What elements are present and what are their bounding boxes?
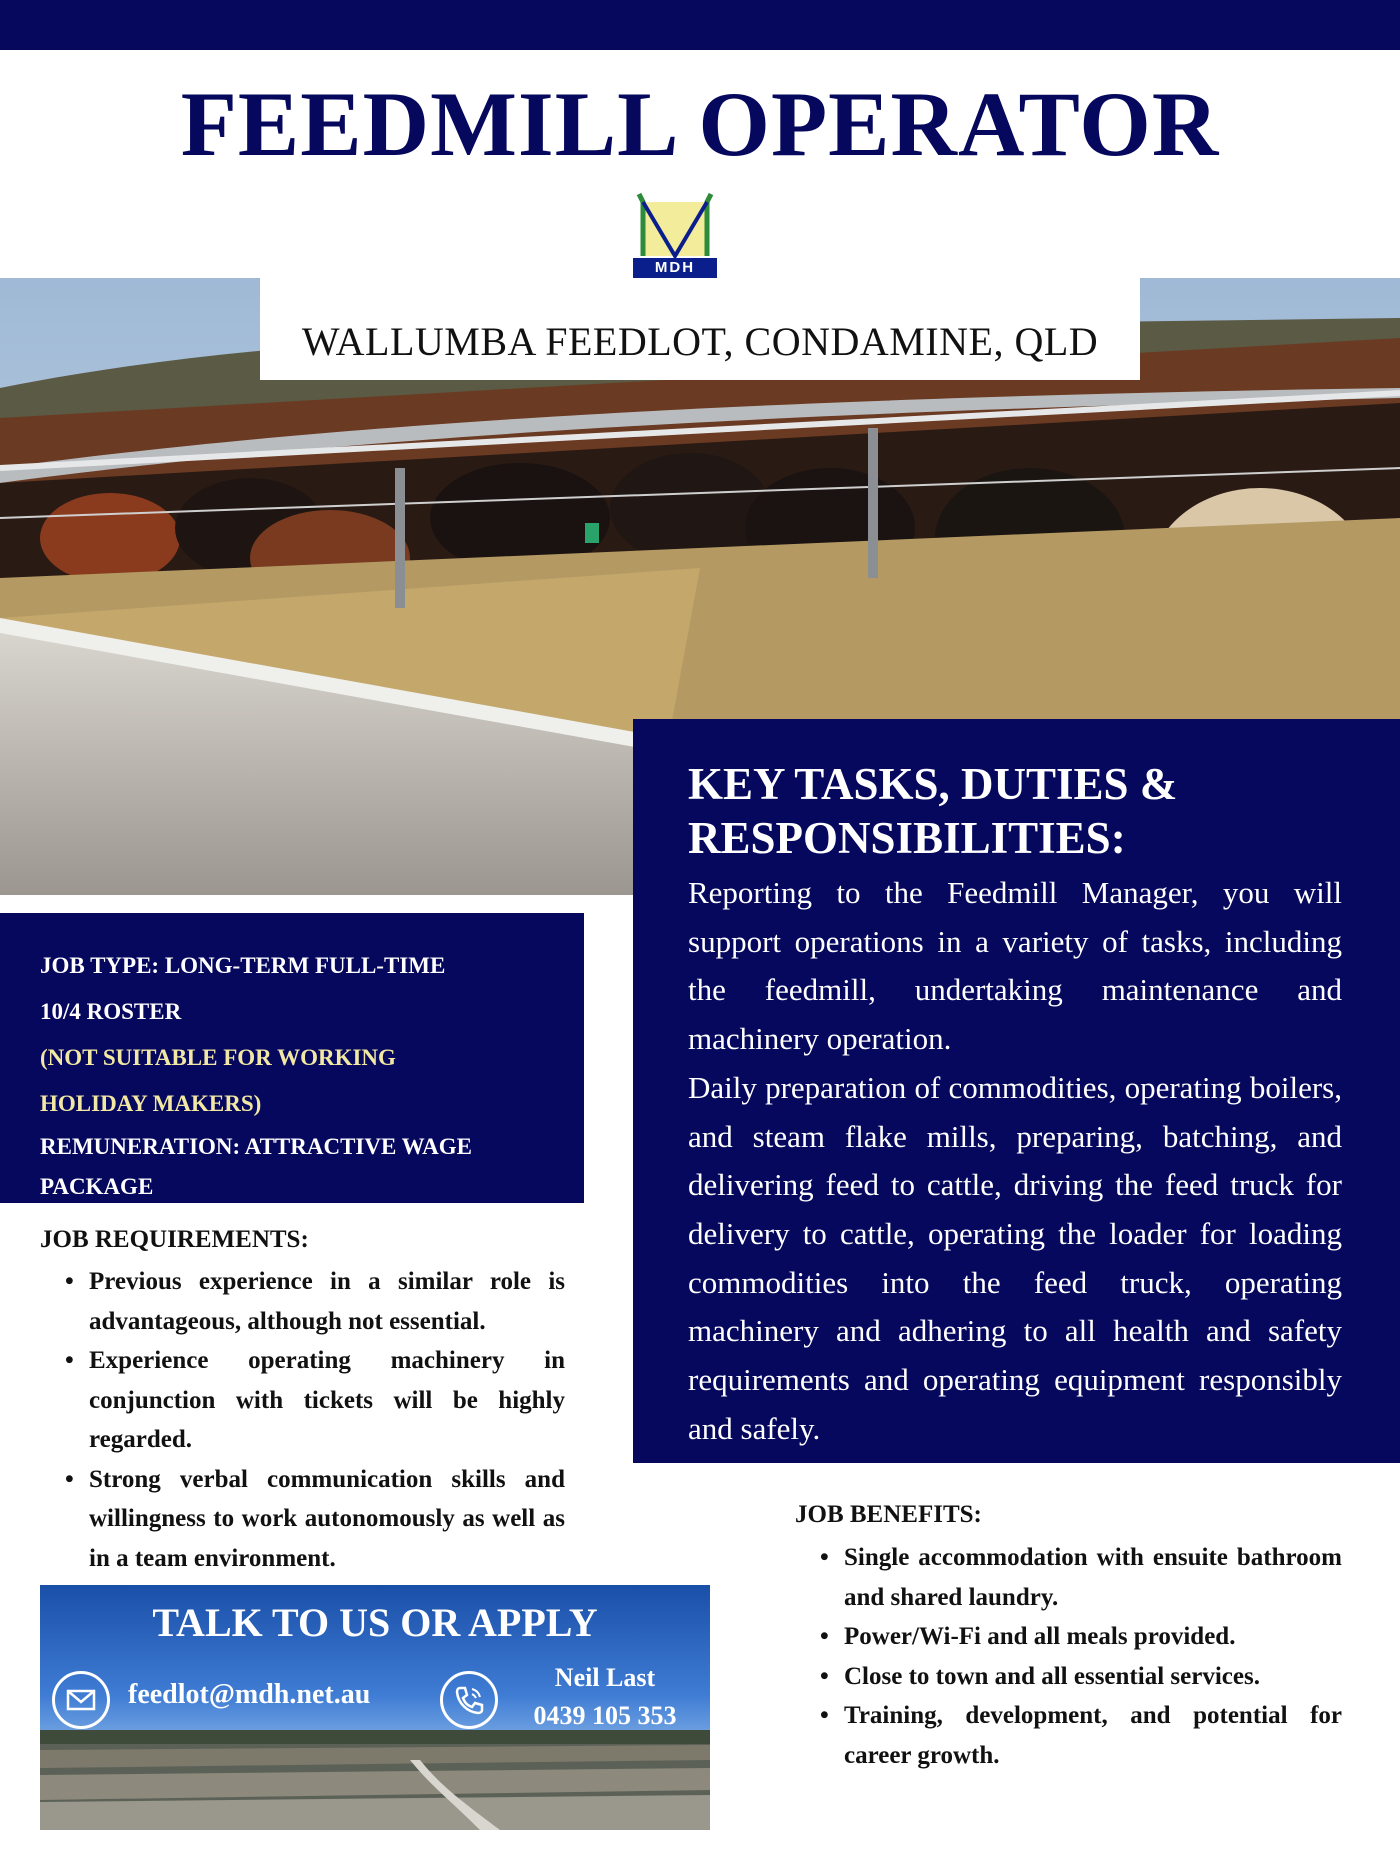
not-suitable-note-line1: (NOT SUITABLE FOR WORKING [40, 1045, 396, 1070]
company-logo [633, 190, 717, 278]
contact-title: TALK TO US OR APPLY [152, 1600, 598, 1645]
phone-icon-circle [440, 1671, 498, 1729]
benefit-item: • Single accommodation with ensuite bathroom and shared laundry. [820, 1538, 1342, 1617]
benefits-heading: JOB BENEFITS: [795, 1501, 982, 1528]
requirements-list [65, 1262, 565, 1578]
requirements-heading: JOB REQUIREMENTS: [40, 1226, 309, 1253]
mdh-logo-icon [633, 190, 717, 264]
remuneration: REMUNERATION: ATTRACTIVE WAGE PACKAGE [40, 1134, 472, 1199]
page-title: FEEDMILL OPERATOR [180, 73, 1220, 175]
requirement-item: • Experience operating machinery in conjunction with tickets will be highly regarded. [65, 1341, 565, 1460]
email-icon-circle [52, 1671, 110, 1729]
logo-text: MDH [633, 258, 717, 278]
envelope-icon [55, 1674, 107, 1726]
top-banner-bar [0, 0, 1400, 50]
job-type: JOB TYPE: LONG-TERM FULL-TIME [40, 953, 446, 978]
requirement-item: • Strong verbal communication skills and willingness to work autonomously as well as in a team environment. [65, 1460, 565, 1579]
key-tasks-box [633, 719, 1400, 1463]
tasks-paragraph-2: Daily preparation of commodities, operating boilers, and steam flake mills, preparing, batching, and delivering feed to cattle, driving the feed truck for delivery to cattle, operating the loader for loading commodities into the feed truck, operating machinery and adhering to all health and safety requirements and operating equipment responsibly and safely. [688, 1069, 1342, 1446]
benefit-item: • Power/Wi-Fi and all meals provided. [820, 1617, 1342, 1657]
tasks-paragraph-1: Reporting to the Feedmill Manager, you will support operations in a variety of tasks, including the feedmill, undertaking maintenance and machinery operation. [688, 875, 1342, 1057]
benefit-item: • Training, development, and potential for career growth. [820, 1696, 1342, 1775]
benefit-item: • Close to town and all essential services. [820, 1657, 1342, 1697]
job-info-box [0, 913, 584, 1203]
contact-email-link[interactable]: feedlot@mdh.net.au [128, 1679, 371, 1710]
not-suitable-note-line2: HOLIDAY MAKERS) [40, 1091, 262, 1116]
location-label: WALLUMBA FEEDLOT, CONDAMINE, QLD [260, 278, 1140, 380]
phone-icon [443, 1674, 495, 1726]
aerial-feedlot-photo [40, 1730, 710, 1830]
contact-panel [40, 1585, 710, 1830]
roster: 10/4 ROSTER [40, 999, 182, 1024]
tasks-heading: KEY TASKS, DUTIES & RESPONSIBILITIES: [688, 759, 1178, 863]
benefits-list [820, 1538, 1342, 1775]
contact-person [520, 1659, 690, 1735]
requirement-item: • Previous experience in a similar role is advantageous, although not essential. [65, 1262, 565, 1341]
contact-name: Neil Last [554, 1663, 656, 1692]
contact-phone-link[interactable]: 0439 105 353 [533, 1701, 677, 1730]
